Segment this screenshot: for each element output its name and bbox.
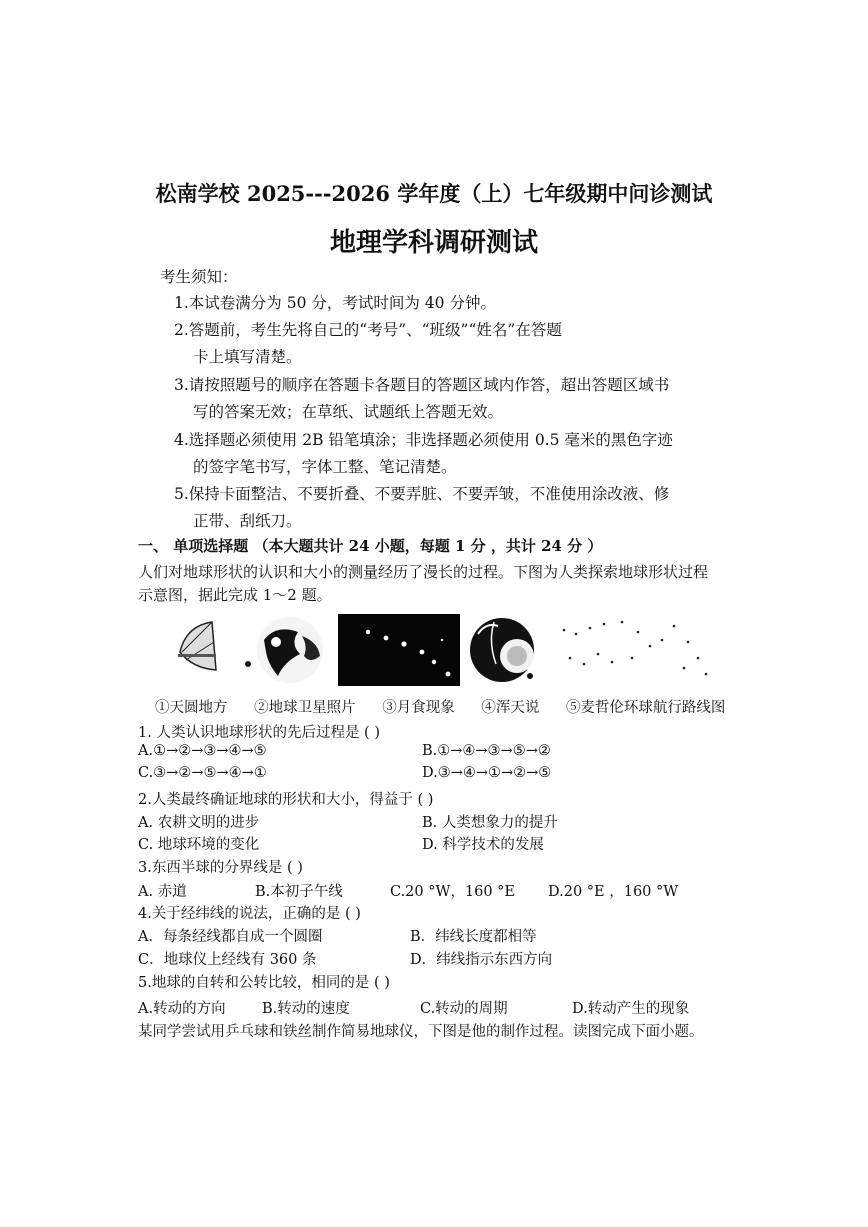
question-option: D.③→④→①→②→⑤ bbox=[422, 765, 552, 781]
question-option: C. 地球环境的变化 bbox=[138, 837, 260, 853]
notice-item: 写的答案无效；在草纸、试题纸上答题无效。 bbox=[193, 403, 504, 421]
satellite-photo-image bbox=[245, 617, 323, 683]
question-option: B．纬线长度都相等 bbox=[410, 929, 537, 945]
exam-title: 松南学校 2025---2026 学年度（上）七年级期中问诊测试 bbox=[155, 181, 713, 206]
section-heading: 一、 单项选择题 （本大题共计 24 小题，每题 1 分 ，共计 24 分 ） bbox=[138, 537, 603, 555]
caption-item: ②地球卫星照片 bbox=[254, 700, 356, 716]
question-option: A.①→②→③→④→⑤ bbox=[138, 743, 267, 759]
question-stem: 1. 人类认识地球形状的先后过程是 ( ) bbox=[138, 725, 380, 741]
question-option: A. 赤道 bbox=[138, 884, 187, 900]
question-stem: 3.东西半球的分界线是 ( ) bbox=[138, 860, 303, 876]
question-option: C.转动的周期 bbox=[420, 1001, 508, 1017]
question-option: D.转动产生的现象 bbox=[572, 1001, 690, 1017]
question-option: A.转动的方向 bbox=[138, 1001, 226, 1017]
question-option: C.20 °W，160 °E bbox=[390, 884, 516, 900]
question-option: D. 科学技术的发展 bbox=[422, 837, 544, 853]
section-intro: 人们对地球形状的认识和大小的测量经历了漫长的过程。下图为人类探索地球形状过程 bbox=[138, 563, 709, 581]
tianyuan-difang-image bbox=[178, 622, 216, 670]
section-intro: 示意图，据此完成 1～2 题。 bbox=[138, 586, 332, 604]
question-option: D.20 °E ，160 °W bbox=[548, 884, 679, 900]
magellan-route-image bbox=[563, 621, 708, 676]
exam-subtitle: 地理学科调研测试 bbox=[329, 228, 538, 258]
question-option: B.转动的速度 bbox=[262, 1001, 350, 1017]
question-stem: 5.地球的自转和公转比较，相同的是 ( ) bbox=[138, 975, 390, 991]
closing-text: 某同学尝试用乒乓球和铁丝制作简易地球仪，下图是他的制作过程。读图完成下面小题。 bbox=[138, 1024, 704, 1040]
earth-shape-figure bbox=[172, 612, 712, 688]
figure-captions bbox=[155, 696, 725, 717]
notice-item: 卡上填写清楚。 bbox=[193, 348, 302, 366]
question-stem: 4.关于经纬线的说法，正确的是 ( ) bbox=[138, 906, 361, 922]
notice-item: 的签字笔书写，字体工整、笔记清楚。 bbox=[193, 458, 457, 476]
notice-item: 5.保持卡面整洁、不要折叠、不要弄脏、不要弄皱，不准使用涂改液、修 bbox=[174, 485, 670, 503]
notice-item: 2.答题前，考生先将自己的“考号”、“班级”“姓名”在答题 bbox=[174, 321, 562, 339]
question-stem: 2.人类最终确证地球的形状和大小，得益于 ( ) bbox=[138, 792, 434, 808]
lunar-eclipse-image bbox=[338, 614, 460, 686]
caption-item: ①天圆地方 bbox=[155, 700, 228, 716]
question-option: A. 农耕文明的进步 bbox=[138, 815, 260, 831]
question-option: C.③→②→⑤→④→① bbox=[138, 765, 267, 781]
question-option: A．每条经线都自成一个圆圈 bbox=[138, 929, 323, 945]
notice-item: 3.请按照题号的顺序在答题卡各题目的答题区域内作答，超出答题区域书 bbox=[174, 376, 670, 394]
caption-item: ③月食现象 bbox=[382, 700, 455, 716]
caption-item: ④浑天说 bbox=[481, 700, 540, 716]
notice-item: 正带、刮纸刀。 bbox=[193, 512, 302, 530]
question-option: B.①→④→③→⑤→② bbox=[422, 743, 551, 759]
notice-item: 4.选择题必须使用 2B 铅笔填涂；非选择题必须使用 0.5 毫米的黑色字迹 bbox=[174, 431, 673, 449]
question-option: D．纬线指示东西方向 bbox=[410, 952, 553, 968]
question-option: B.本初子午线 bbox=[255, 884, 343, 900]
notice-heading: 考生须知： bbox=[160, 268, 238, 286]
question-option: C．地球仪上经线有 360 条 bbox=[138, 952, 317, 968]
caption-item: ⑤麦哲伦环球航行路线图 bbox=[565, 700, 726, 716]
notice-item: 1.本试卷满分为 50 分，考试时间为 40 分钟。 bbox=[174, 294, 496, 312]
huntian-theory-image bbox=[470, 618, 534, 682]
question-option: B. 人类想象力的提升 bbox=[422, 815, 558, 831]
